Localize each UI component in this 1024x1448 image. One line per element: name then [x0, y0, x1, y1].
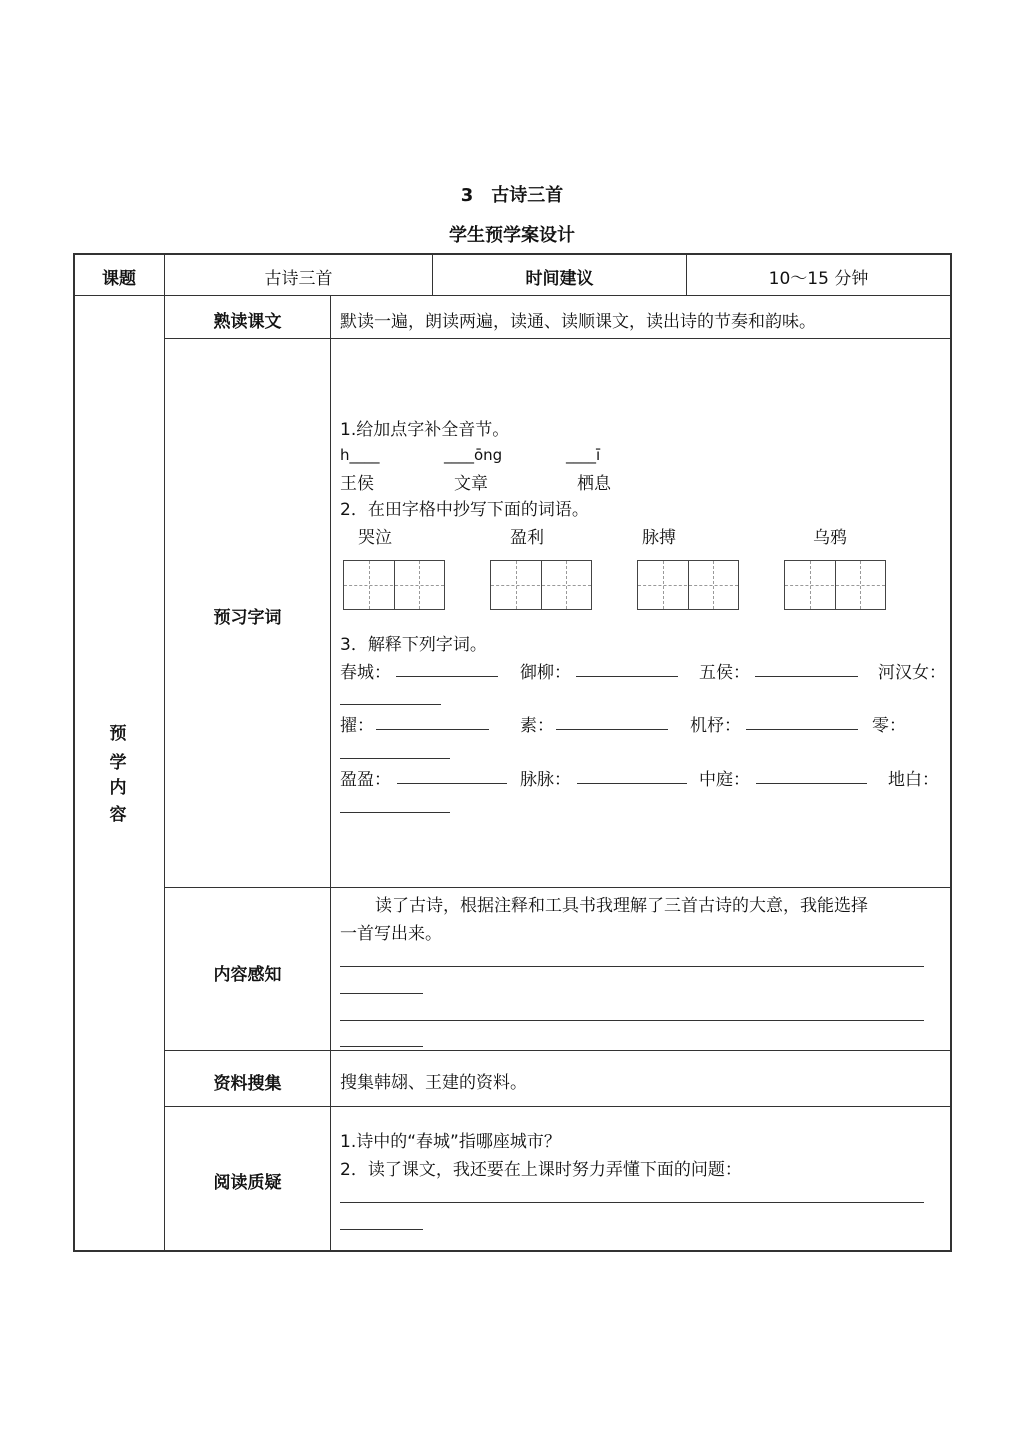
vocab-q3: 3．解释下列字词。	[340, 635, 487, 655]
section-label-char: 内	[109, 778, 127, 798]
term-label: 河汉女：	[878, 663, 946, 683]
term-label: 五侯：	[699, 663, 750, 683]
pinyin-blank[interactable]: h____	[340, 446, 380, 464]
term-label: 春城：	[340, 663, 391, 683]
answer-blank[interactable]	[576, 676, 678, 677]
read-label: 熟读课文	[213, 312, 282, 332]
word: 栖息	[577, 474, 611, 494]
read-content: 默读一遍，朗读两遍，读通、读顺课文，读出诗的节奏和韵味。	[340, 312, 816, 332]
answer-blank[interactable]	[556, 729, 668, 730]
research-label: 资料搜集	[213, 1074, 282, 1094]
answer-line[interactable]	[340, 1046, 423, 1047]
word: 王侯	[340, 474, 374, 494]
answer-blank[interactable]	[376, 729, 489, 730]
term-label: 机杼：	[690, 716, 741, 736]
term-label: 中庭：	[699, 770, 750, 790]
term-label: 擢：	[340, 716, 374, 736]
answer-line[interactable]	[340, 966, 924, 967]
perceive-line1: 读了古诗，根据注释和工具书我理解了三首古诗的大意，我能选择	[375, 896, 868, 916]
vocab-q1: 1.给加点字补全音节。	[340, 420, 510, 440]
term-label: 零：	[872, 716, 906, 736]
term-label: 御柳：	[520, 663, 571, 683]
answer-blank[interactable]	[746, 729, 858, 730]
word: 文章	[454, 474, 488, 494]
tianzige-grid[interactable]	[343, 560, 445, 610]
term-label: 素：	[520, 716, 554, 736]
answer-blank[interactable]	[396, 676, 498, 677]
answer-line[interactable]	[340, 993, 423, 994]
perceive-label: 内容感知	[213, 965, 282, 985]
time-value: 10～15 分钟	[768, 269, 869, 289]
answer-blank[interactable]	[340, 758, 450, 759]
term-label: 盈盈：	[340, 770, 391, 790]
topic-label: 课题	[102, 269, 136, 289]
research-content: 搜集韩翃、王建的资料。	[340, 1073, 527, 1093]
document-subtitle: 学生预学案设计	[449, 225, 575, 246]
question-label: 阅读质疑	[213, 1173, 282, 1193]
section-label-char: 容	[109, 805, 127, 825]
answer-blank[interactable]	[397, 783, 507, 784]
term-label: 地白：	[888, 770, 939, 790]
tianzige-grid[interactable]	[637, 560, 739, 610]
answer-line[interactable]	[340, 1229, 423, 1230]
copy-word: 哭泣	[358, 528, 392, 548]
copy-word: 脉搏	[642, 528, 676, 548]
answer-blank[interactable]	[755, 676, 858, 677]
tianzige-grid[interactable]	[784, 560, 886, 610]
pinyin-blank[interactable]: ____ī	[566, 446, 601, 464]
time-label: 时间建议	[525, 269, 594, 289]
answer-line[interactable]	[340, 1202, 924, 1203]
answer-blank[interactable]	[577, 783, 687, 784]
answer-blank[interactable]	[340, 812, 450, 813]
copy-word: 盈利	[510, 528, 544, 548]
section-label-char: 预	[109, 724, 127, 744]
topic-value: 古诗三首	[264, 269, 333, 289]
tianzige-grid[interactable]	[490, 560, 592, 610]
perceive-line2: 一首写出来。	[340, 924, 442, 944]
term-label: 脉脉：	[520, 770, 571, 790]
vocab-q2: 2．在田字格中抄写下面的词语。	[340, 500, 589, 520]
vocab-label: 预习字词	[213, 608, 282, 628]
answer-blank[interactable]	[756, 783, 867, 784]
document-title: 3 古诗三首	[460, 185, 564, 206]
answer-blank[interactable]	[340, 704, 441, 705]
pinyin-blank[interactable]: ____ōng	[444, 446, 503, 464]
question-q1: 1.诗中的“春城”指哪座城市？	[340, 1132, 561, 1152]
question-q2: 2．读了课文，我还要在上课时努力弄懂下面的问题：	[340, 1160, 742, 1180]
section-label-char: 学	[109, 753, 127, 773]
answer-line[interactable]	[340, 1020, 924, 1021]
copy-word: 乌鸦	[813, 528, 847, 548]
